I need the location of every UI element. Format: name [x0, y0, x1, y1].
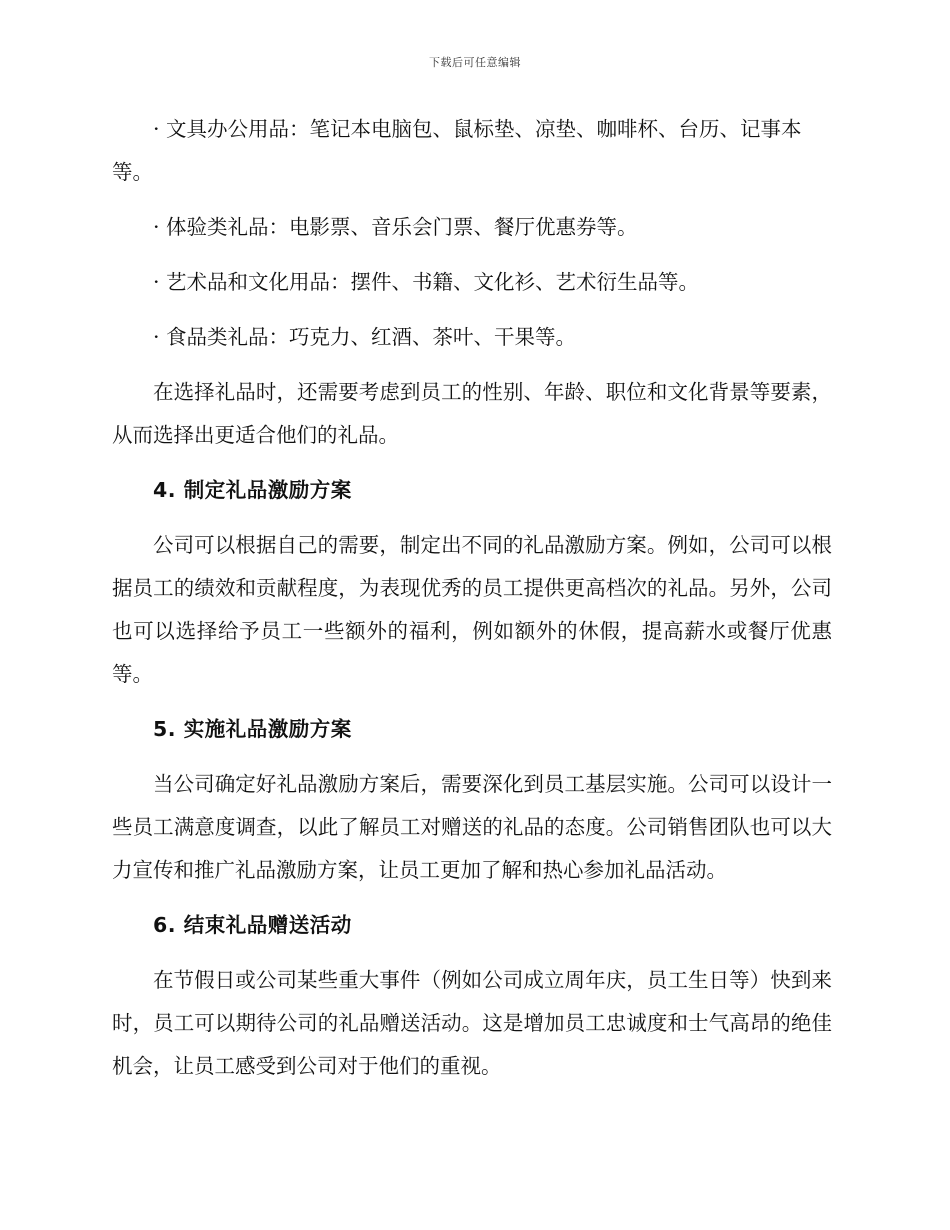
bullet-art-culture: · 艺术品和文化用品：摆件、书籍、文化衫、艺术衍生品等。 — [153, 270, 700, 294]
bullet-food: · 食品类礼品：巧克力、红酒、茶叶、干果等。 — [153, 325, 577, 349]
header-note: 下载后可任意编辑 — [429, 56, 521, 69]
paragraph-section-5: 当公司确定好礼品激励方案后，需要深化到员工基层实施。公司可以设计一些员工满意度调查，以此了解员工对赠送的礼品的态度。公司销售团队也可以大力宣传和推广礼品激励方案，让员工更加了解和热心参加礼品活动。 — [112, 772, 832, 882]
paragraph-section-6: 在节假日或公司某些重大事件（例如公司成立周年庆，员工生日等）快到来时，员工可以期待公司的礼品赠送活动。这是增加员工忠诚度和士气高昂的绝佳机会，让员工感受到公司对于他们的重视。 — [112, 968, 832, 1078]
section-heading-6: 6. 结束礼品赠送活动 — [153, 913, 352, 937]
bullet-stationery: · 文具办公用品：笔记本电脑包、鼠标垫、凉垫、咖啡杯、台历、记事本等。 — [112, 117, 802, 184]
paragraph-selection-note: 在选择礼品时，还需要考虑到员工的性别、年龄、职位和文化背景等要素，从而选择出更适合他们的礼品。 — [112, 380, 832, 447]
bullet-experience: · 体验类礼品：电影票、音乐会门票、餐厅优惠券等。 — [153, 215, 638, 239]
paragraph-section-4: 公司可以根据自己的需要，制定出不同的礼品激励方案。例如，公司可以根据员工的绩效和贡献程度，为表现优秀的员工提供更高档次的礼品。另外，公司也可以选择给予员工一些额外的福利，例如额外的休假，提高薪水或餐厅优惠等。 — [112, 533, 832, 686]
section-heading-5: 5. 实施礼品激励方案 — [153, 717, 352, 741]
section-heading-4: 4. 制定礼品激励方案 — [153, 478, 352, 502]
document-body — [112, 108, 832, 1100]
